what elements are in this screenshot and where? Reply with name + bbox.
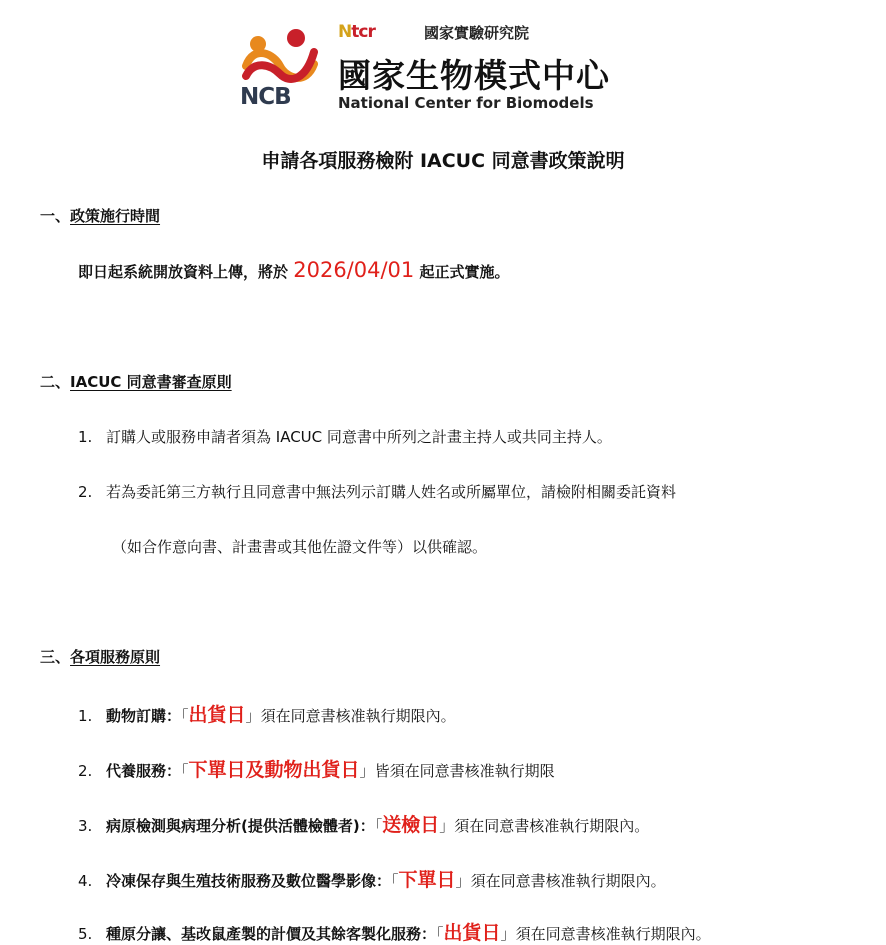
list-item: 2. 代養服務：「下單日及動物出貨日」皆須在同意書核准執行期限 [78,759,555,781]
highlight: 下單日 [398,869,456,891]
narlabs-name: 國家實驗研究院 [424,24,530,42]
header [240,18,660,118]
section-heading-2: 二、IACUC 同意書審查原則 [40,373,232,391]
narlabs-logo: Ntcr [338,22,375,42]
effective-date: 2026/04/01 [293,258,415,282]
list-item: 1. 訂購人或服務申請者須為 IACUC 同意書中所列之計畫主持人或共同主持人。 [78,428,612,446]
section-heading-1: 一、政策施行時間 [40,207,161,225]
highlight: 出貨日 [188,704,246,726]
section-heading-3: 三、各項服務原則 [40,648,161,666]
ncb-abbr: NCB [240,84,291,110]
list-item: 2. 若為委託第三方執行且同意書中無法列示訂購人姓名或所屬單位，請檢附相關委託資料 [78,483,677,501]
page-title: 申請各項服務檢附 IACUC 同意書政策說明 [261,150,625,172]
list-item: 4. 冷凍保存與生殖技術服務及數位醫學影像：「下單日」須在同意書核准執行期限內。 [78,869,666,891]
list-item: 5. 種原分讓、基改鼠產製的計價及其餘客製化服務：「出貨日」須在同意書核准執行期限內。 [78,922,711,944]
highlight: 出貨日 [443,922,501,944]
list-item: 3. 病原檢測與病理分析(提供活體檢體者)：「送檢日」須在同意書核准執行期限內。 [78,814,650,836]
org-name-cn: 國家生物模式中心 [338,56,610,95]
section1-text: 即日起系統開放資料上傳，將於 2026/04/01 起正式實施。 [78,258,510,282]
list-item-continuation: （如合作意向書、計畫書或其他佐證文件等）以供確認。 [112,538,488,556]
highlight: 送檢日 [382,814,440,836]
list-item: 1. 動物訂購：「出貨日」須在同意書核准執行期限內。 [78,704,456,726]
highlight: 下單日及動物出貨日 [188,759,360,781]
org-name-en: National Center for Biomodels [338,94,594,112]
